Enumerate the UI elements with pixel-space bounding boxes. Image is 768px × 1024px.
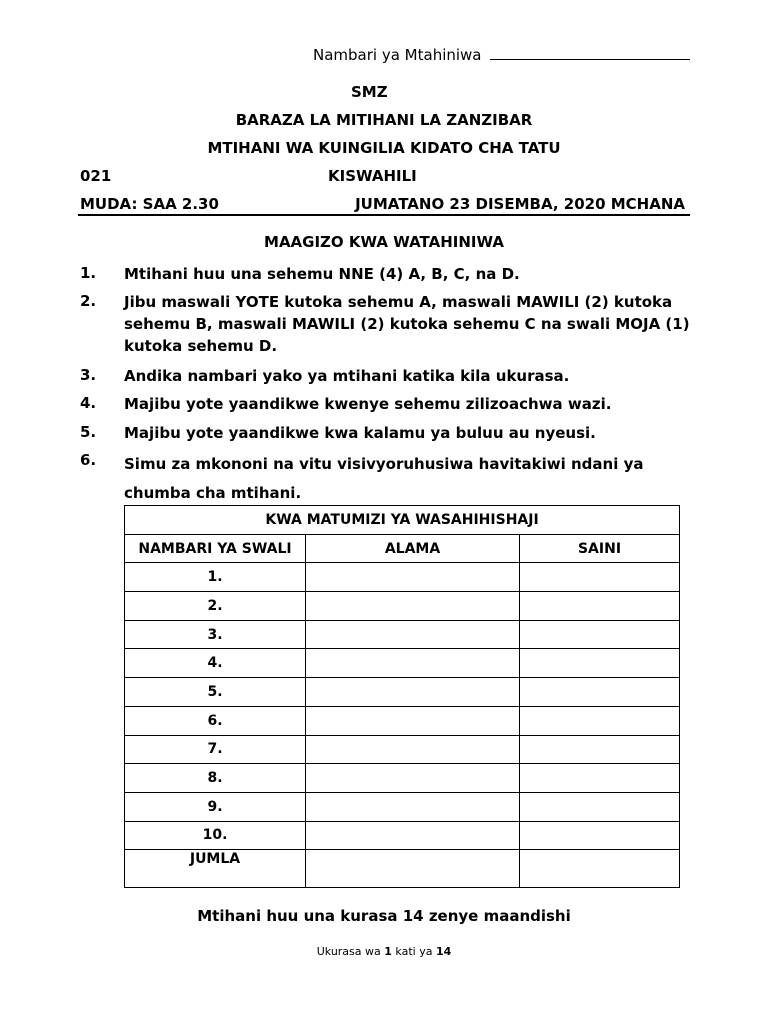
column-header-question: NAMBARI YA SWALI <box>125 534 306 563</box>
instruction-text: Jibu maswali YOTE kutoka sehemu A, maswali MAWILI (2) kutoka sehemu B, maswali MAWILI (2) kutoka sehemu C na swali MOJA (1) kutoka sehemu D. <box>124 293 690 355</box>
table-total-row <box>125 850 680 888</box>
table-row <box>125 792 680 821</box>
question-number-cell: 1. <box>125 563 306 592</box>
table-row <box>125 821 680 850</box>
marks-cell[interactable] <box>306 792 520 821</box>
question-number-cell: 10. <box>125 821 306 850</box>
signature-cell[interactable] <box>520 706 680 735</box>
table-row <box>125 620 680 649</box>
question-number-cell: 7. <box>125 735 306 764</box>
marks-cell[interactable] <box>306 592 520 621</box>
header-divider <box>78 214 690 216</box>
table-row <box>125 649 680 678</box>
table-row <box>125 764 680 793</box>
instruction-text: Majibu yote yaandikwe kwa kalamu ya buluu au nyeusi. <box>124 424 596 442</box>
signature-cell[interactable] <box>520 792 680 821</box>
marks-cell[interactable] <box>306 678 520 707</box>
signature-cell[interactable] <box>520 592 680 621</box>
instruction-text: Mtihani huu una sehemu NNE (4) A, B, C, na D. <box>124 265 520 283</box>
page-footer <box>0 945 768 958</box>
column-header-signature: SAINI <box>520 534 680 563</box>
question-number-cell: 8. <box>125 764 306 793</box>
instructions-title: MAAGIZO KWA WATAHINIWA <box>264 233 504 251</box>
instruction-number: 1. <box>80 264 97 282</box>
council-heading: BARAZA LA MITIHANI LA ZANZIBAR <box>235 111 533 129</box>
footer-total-pages: 14 <box>435 945 452 958</box>
instruction-number: 2. <box>80 292 97 310</box>
marks-cell[interactable] <box>306 620 520 649</box>
question-number-cell: 9. <box>125 792 306 821</box>
marks-cell[interactable] <box>306 764 520 793</box>
marks-cell[interactable] <box>306 706 520 735</box>
total-signature-cell[interactable] <box>520 850 680 888</box>
exam-date: JUMATANO 23 DISEMBA, 2020 MCHANA <box>355 195 685 213</box>
instruction-number: 5. <box>80 423 97 441</box>
page-count-note: Mtihani huu una kurasa 14 zenye maandishi <box>197 907 571 925</box>
signature-cell[interactable] <box>520 563 680 592</box>
exam-duration: MUDA: SAA 2.30 <box>80 195 219 213</box>
total-marks-cell[interactable] <box>306 850 520 888</box>
signature-cell[interactable] <box>520 649 680 678</box>
candidate-number-label: Nambari ya Mtahiniwa <box>313 46 482 64</box>
signature-cell[interactable] <box>520 821 680 850</box>
instruction-number: 4. <box>80 394 97 412</box>
exam-code: 021 <box>80 167 112 185</box>
smz-heading: SMZ <box>351 83 388 101</box>
marks-cell[interactable] <box>306 735 520 764</box>
signature-cell[interactable] <box>520 678 680 707</box>
question-number-cell: 6. <box>125 706 306 735</box>
signature-cell[interactable] <box>520 620 680 649</box>
total-label-cell: JUMLA <box>125 850 306 888</box>
question-number-cell: 3. <box>125 620 306 649</box>
marks-cell[interactable] <box>306 649 520 678</box>
column-header-marks: ALAMA <box>306 534 520 563</box>
instruction-text: Simu za mkononi na vitu visivyoruhusiwa havitakiwi ndani ya chumba cha mtihani. <box>124 455 644 502</box>
instruction-text: Andika nambari yako ya mtihani katika kila ukurasa. <box>124 367 570 385</box>
table-title-row <box>125 506 680 535</box>
question-number-cell: 5. <box>125 678 306 707</box>
candidate-number-field <box>313 46 690 64</box>
footer-middle: kati ya <box>391 945 436 958</box>
table-title: KWA MATUMIZI YA WASAHIHISHAJI <box>125 506 680 535</box>
instruction-number: 3. <box>80 366 97 384</box>
table-header-row <box>125 534 680 563</box>
question-number-cell: 2. <box>125 592 306 621</box>
table-row <box>125 706 680 735</box>
table-row <box>125 592 680 621</box>
candidate-number-blank <box>490 47 690 60</box>
signature-cell[interactable] <box>520 735 680 764</box>
instruction-number: 6. <box>80 451 97 469</box>
table-row <box>125 563 680 592</box>
footer-page-number: 1 <box>384 945 392 958</box>
exam-title: MTIHANI WA KUINGILIA KIDATO CHA TATU <box>207 139 561 157</box>
table-row <box>125 735 680 764</box>
footer-prefix: Ukurasa wa <box>316 945 385 958</box>
subject-name: KISWAHILI <box>328 167 417 185</box>
signature-cell[interactable] <box>520 764 680 793</box>
examiner-marks-table <box>124 505 680 888</box>
table-row <box>125 678 680 707</box>
instruction-text: Majibu yote yaandikwe kwenye sehemu zilizoachwa wazi. <box>124 395 612 413</box>
question-number-cell: 4. <box>125 649 306 678</box>
marks-cell[interactable] <box>306 563 520 592</box>
marks-cell[interactable] <box>306 821 520 850</box>
